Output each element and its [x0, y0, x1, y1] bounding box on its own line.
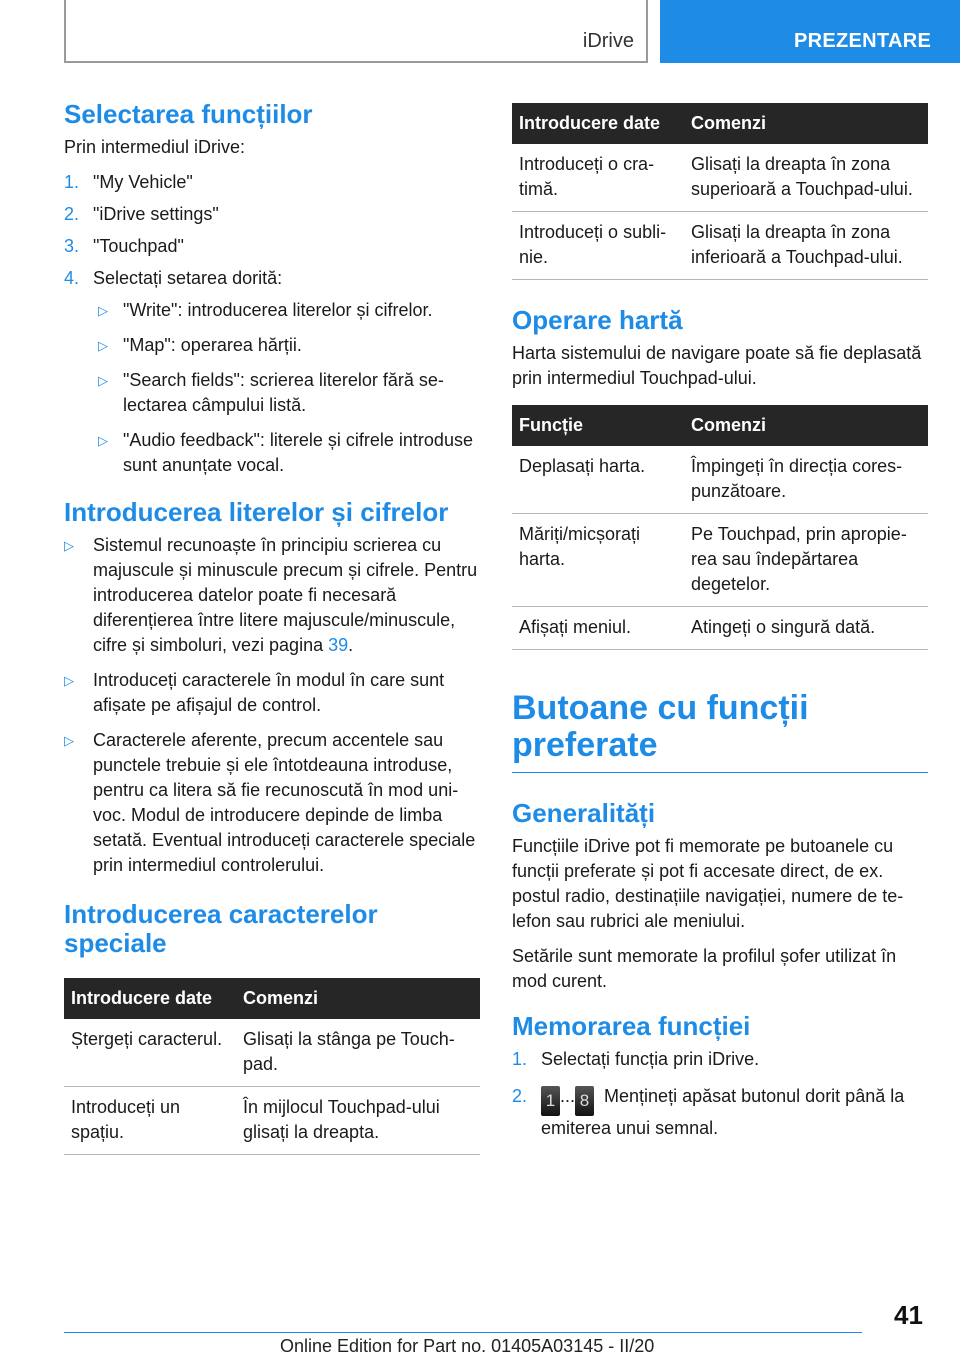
list-item-text: "Write": introducerea literelor și cifrelor. [123, 300, 433, 321]
table-header-row [512, 405, 928, 446]
triangle-bullet-icon: ▷ [98, 303, 108, 319]
list-item [64, 668, 480, 718]
map-operation-table [512, 405, 928, 650]
step-item [64, 234, 480, 259]
step-number: 1. [64, 172, 80, 193]
table-cell: Glisați la dreapta în zona inferioară a Touchpad-ului. [684, 212, 928, 280]
table-cell: Introduceți o cratimă. [512, 144, 684, 212]
list-item-text: "Search fields": scrierea literelor fără selectarea câmpului listă. [123, 370, 444, 416]
heading-caractere-speciale: Introducerea caracterelor speciale [64, 899, 378, 959]
heading-memorarea-functiei: Memorarea funcției [512, 1010, 751, 1041]
triangle-bullet-icon: ▷ [64, 538, 74, 554]
right-column [512, 103, 928, 1148]
header-chapter-tab: PREZENTARE [660, 0, 960, 63]
page-number: 41 [894, 1300, 923, 1330]
list-item-text: "Map": operarea hărții. [123, 335, 302, 356]
footer-edition-text: Online Edition for Part no. 01405A03145 - II/20 [280, 1336, 655, 1356]
step-item [64, 202, 480, 227]
heading-introducerea-literelor: Introducerea literelor și cifrelor [64, 497, 449, 528]
special-characters-table-continued [512, 103, 928, 280]
general-paragraph: Funcțiile iDrive pot fi memorate pe butoanele cu funcții preferate și pot fi accesate direct, de ex. postul radio, destinațiile navigației, numere de telefon sau rubrici ale meniului. [512, 835, 904, 931]
table-row [512, 144, 928, 212]
table-cell: Pe Touchpad, prin apropierea sau îndepărtarea degetelor. [684, 514, 928, 607]
heading-selectarea-functiilor: Selectarea funcțiilor [64, 99, 313, 129]
header-bar [64, 0, 648, 63]
step-text: Selectați funcția prin iDrive. [541, 1048, 760, 1069]
table-cell: Deplasați harta. [512, 446, 684, 514]
step-number: 3. [64, 236, 80, 257]
table-cell: Glisați la stânga pe Touchpad. [236, 1019, 480, 1087]
list-item [64, 298, 480, 323]
step-text: "My Vehicle" [93, 172, 193, 193]
list-item [64, 333, 480, 358]
step-item [512, 1084, 928, 1141]
table-cell: Ștergeți caracterul. [64, 1019, 236, 1087]
footer-divider [64, 1332, 862, 1333]
table-cell: Măriți/micșorați harta. [512, 514, 684, 607]
step-text: Mențineți apăsat butonul dorit până la emiterea unui semnal. [541, 1085, 905, 1138]
heading-butoane-functii-preferate: Butoane cu funcții preferate [512, 690, 928, 772]
list-item [64, 368, 480, 418]
triangle-bullet-icon: ▷ [64, 733, 74, 749]
table-header-cell: Comenzi [684, 103, 928, 144]
triangle-bullet-icon: ▷ [98, 338, 108, 354]
list-item-text: Introduceți caracterele în modul în care sunt afișate pe afișajul de control. [93, 670, 445, 716]
favorite-button-1-icon: 1 [541, 1086, 560, 1116]
step-number: 2. [512, 1085, 528, 1106]
table-header-cell: Funcție [512, 405, 684, 446]
table-cell: În mijlocul Touchpad-ului glisați la dreapta. [236, 1087, 480, 1155]
header-section-title: iDrive [582, 30, 634, 52]
table-header-cell: Comenzi [236, 978, 480, 1019]
list-item [64, 428, 480, 478]
step-number: 1. [512, 1048, 528, 1069]
table-header-cell: Introducere date [512, 103, 684, 144]
input-bullets [64, 533, 480, 878]
list-item-end: . [348, 635, 354, 656]
memorize-steps-list [512, 1047, 928, 1141]
list-item-text: Caracterele aferente, precum accentele sau punctele trebuie și ele întotdeauna introduse, pentru ca litera să fie recunoscută în mod univoc. Modul de introducere depinde de limba setată. Eventual introduceți caracterele speciale prin intermediul controlerului. [93, 730, 476, 876]
table-cell: Împingeți în direcția corespunzătoare. [684, 446, 928, 514]
table-cell: Glisați la dreapta în zona superioară a Touchpad-ului. [684, 144, 928, 212]
table-row [512, 212, 928, 280]
table-cell: Afișați meniul. [512, 607, 684, 650]
step-text: "iDrive settings" [93, 204, 219, 225]
step-item [512, 1047, 928, 1072]
table-row [512, 446, 928, 514]
table-header-cell: Comenzi [684, 405, 928, 446]
special-characters-table [64, 978, 480, 1155]
table-header-row [64, 978, 480, 1019]
table-row [64, 1087, 480, 1155]
heading-generalitati: Generalități [512, 797, 656, 828]
list-item-text: "Audio feedback": literele și cifrele introduse sunt anunțate vocal. [123, 430, 473, 476]
favorite-button-8-icon: 8 [575, 1086, 594, 1116]
step-item [64, 266, 480, 291]
step-item [64, 170, 480, 195]
table-header-row [512, 103, 928, 144]
page-reference-link[interactable]: 39 [328, 635, 349, 656]
settings-sublist [64, 298, 480, 478]
heading-operare-harta: Operare hartă [512, 305, 683, 335]
table-cell: Introduceți o sublinie. [512, 212, 684, 280]
map-intro-text: Harta sistemului de navigare poate să fie deplasată prin intermediul Touchpad-ului. [512, 343, 922, 389]
ellipsis: ... [560, 1085, 576, 1106]
table-row [512, 514, 928, 607]
list-item [64, 728, 480, 878]
triangle-bullet-icon: ▷ [64, 673, 74, 689]
list-item-text: Sistemul recunoaște în principiu scrierea cu majuscule și minuscule precum și cifrele. Pentru introducerea datelor poate fi necesară diferențierea între litere majuscule/minuscule, cifre și simboluri, vezi pagina [93, 535, 478, 656]
list-item [64, 533, 480, 658]
table-cell: Introduceți un spațiu. [64, 1087, 236, 1155]
intro-text: Prin intermediul iDrive: [64, 137, 246, 158]
step-number: 4. [64, 268, 80, 289]
table-row [512, 607, 928, 650]
step-text: Selectați setarea dorită: [93, 268, 283, 289]
triangle-bullet-icon: ▷ [98, 433, 108, 449]
table-cell: Atingeți o singură dată. [684, 607, 928, 650]
left-column [64, 100, 480, 1155]
triangle-bullet-icon: ▷ [98, 373, 108, 389]
table-header-cell: Introducere date [64, 978, 236, 1019]
steps-list [64, 170, 480, 291]
general-paragraph: Setările sunt memorate la profilul șofer utilizat în mod curent. [512, 945, 897, 991]
step-text: "Touchpad" [93, 236, 184, 257]
step-number: 2. [64, 204, 80, 225]
table-row [64, 1019, 480, 1087]
